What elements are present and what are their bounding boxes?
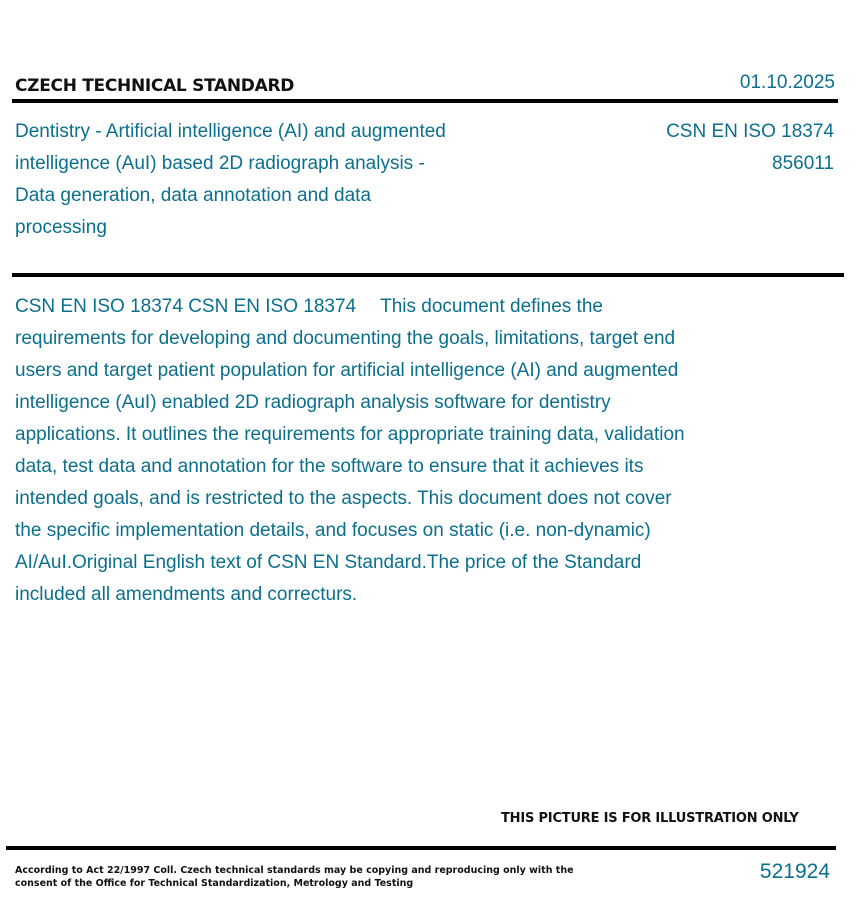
illustration-notice: THIS PICTURE IS FOR ILLUSTRATION ONLY [501,811,799,826]
title-divider [12,273,844,277]
description-text: This document defines the requirements for developing and documenting the goals, limitations, target end users and target patient population for artificial intelligence (AI) and augmented intelligence (AuI) enabled 2D radiograph analysis software for dentistry applications. It outlines the requirements for appropriate training data, validation data, test data and annotation for the software to ensure that it achieves its intended goals, and is restricted to the aspects. This document does not cover the specific implementation details, and focuses on static (i.e. non-dynamic) AI/AuI.Original English text of CSN EN Standard.The price of the Standard included all amendments and correcturs. [15,296,685,605]
legal-note: According to Act 22/1997 Coll. Czech technical standards may be copying and reproducing only with the consent of the Office for Technical Standardization, Metrology and Testing [15,865,574,889]
footer-divider [6,846,836,850]
standard-classification: 856011 [772,153,834,174]
publication-date: 01.10.2025 [739,72,835,93]
footer-code: 521924 [759,860,830,883]
standard-title: Dentistry - Artificial intelligence (AI) and augmented intelligence (AuI) based 2D radiograph analysis - Data generation, data annotation and data processing [15,121,446,238]
description-codes: CSN EN ISO 18374 CSN EN ISO 18374 [15,296,357,317]
document-type-label: CZECH TECHNICAL STANDARD [15,76,295,96]
standard-code: CSN EN ISO 18374 [666,121,834,142]
header-divider [12,99,838,103]
description-block [15,291,690,611]
